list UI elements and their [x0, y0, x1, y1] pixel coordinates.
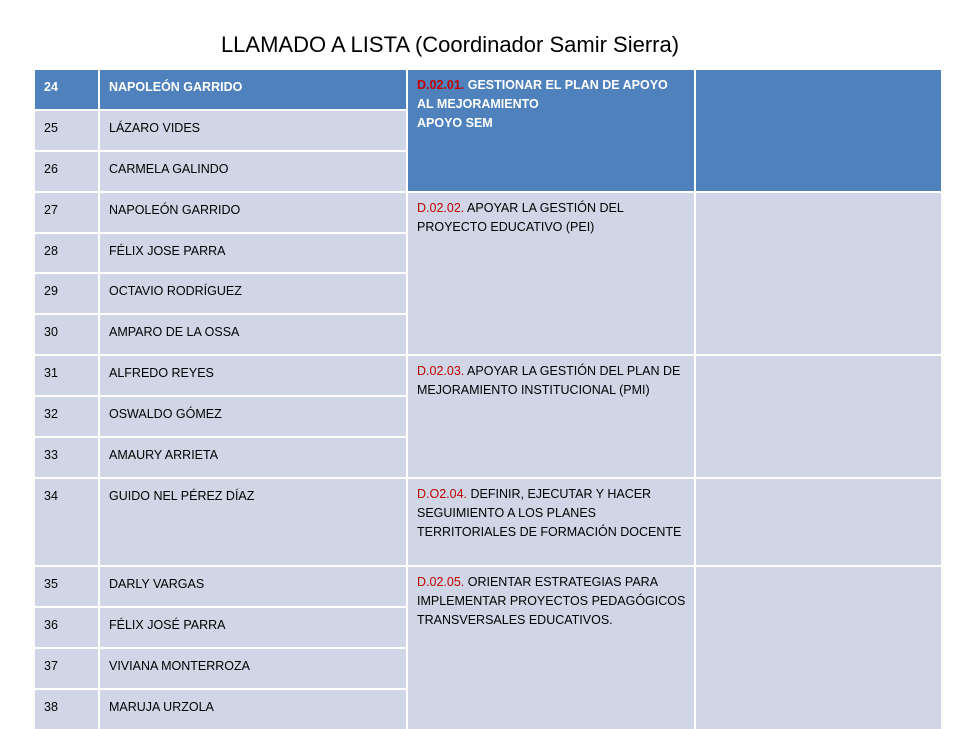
- group-text: DEFINIR, EJECUTAR Y HACER SEGUIMIENTO A LOS PLANES TERRITORIALES DE FORMACIÓN DOCENTE: [417, 487, 682, 539]
- group-code: D.02.05.: [417, 575, 465, 589]
- row-name: NAPOLEÓN GARRIDO: [100, 70, 406, 109]
- group-notes: [696, 70, 941, 191]
- row-number: 32: [35, 397, 98, 436]
- group-text: GESTIONAR EL PLAN DE APOYO AL MEJORAMIENTO: [417, 78, 668, 111]
- row-name: OCTAVIO RODRÍGUEZ: [100, 274, 406, 313]
- group-text: APOYAR LA GESTIÓN DEL PROYECTO EDUCATIVO (PEI): [417, 201, 624, 234]
- row-name: DARLY VARGAS: [100, 567, 406, 606]
- row-name: AMPARO DE LA OSSA: [100, 315, 406, 354]
- group-notes: [696, 356, 941, 477]
- group-text: APOYAR LA GESTIÓN DEL PLAN DE MEJORAMIENTO INSTITUCIONAL (PMI): [417, 364, 681, 397]
- group-description: [408, 356, 694, 477]
- row-name: GUIDO NEL PÉREZ DÍAZ: [100, 479, 406, 565]
- group-text: ORIENTAR ESTRATEGIAS PARA IMPLEMENTAR PROYECTOS PEDAGÓGICOS TRANSVERSALES EDUCATIVOS.: [417, 575, 686, 627]
- row-number: 38: [35, 690, 98, 729]
- row-number: 27: [35, 193, 98, 232]
- row-number: 29: [35, 274, 98, 313]
- row-number: 35: [35, 567, 98, 606]
- row-name: VIVIANA MONTERROZA: [100, 649, 406, 688]
- row-number: 28: [35, 234, 98, 272]
- row-name: OSWALDO GÓMEZ: [100, 397, 406, 436]
- attendance-table: [35, 70, 941, 729]
- page-title: LLAMADO A LISTA (Coordinador Samir Sierra): [220, 32, 680, 57]
- group-description: [408, 193, 694, 354]
- row-number: 30: [35, 315, 98, 354]
- row-number: 25: [35, 111, 98, 150]
- row-name: MARUJA URZOLA: [100, 690, 406, 729]
- group-code: D.02.02.: [417, 201, 465, 215]
- row-number: 34: [35, 479, 98, 565]
- row-number: 36: [35, 608, 98, 647]
- group-description: [408, 70, 694, 191]
- row-number: 33: [35, 438, 98, 477]
- group-code: D.02.01.: [417, 78, 465, 92]
- group-description: [408, 567, 694, 729]
- row-name: ALFREDO REYES: [100, 356, 406, 395]
- row-number: 31: [35, 356, 98, 395]
- row-number: 37: [35, 649, 98, 688]
- group-description: [408, 479, 694, 565]
- group-code: D.02.03.: [417, 364, 465, 378]
- group-notes: [696, 567, 941, 729]
- row-number: 26: [35, 152, 98, 191]
- row-name: FÉLIX JOSE PARRA: [100, 234, 406, 272]
- group-notes: [696, 479, 941, 565]
- row-name: AMAURY ARRIETA: [100, 438, 406, 477]
- row-name: FÉLIX JOSÉ PARRA: [100, 608, 406, 647]
- group-extra: APOYO SEM: [417, 116, 493, 130]
- row-name: CARMELA GALINDO: [100, 152, 406, 191]
- row-name: LÁZARO VIDES: [100, 111, 406, 150]
- row-name: NAPOLEÓN GARRIDO: [100, 193, 406, 232]
- group-notes: [696, 193, 941, 354]
- row-number: 24: [35, 70, 98, 109]
- group-code: D.O2.04.: [417, 487, 468, 501]
